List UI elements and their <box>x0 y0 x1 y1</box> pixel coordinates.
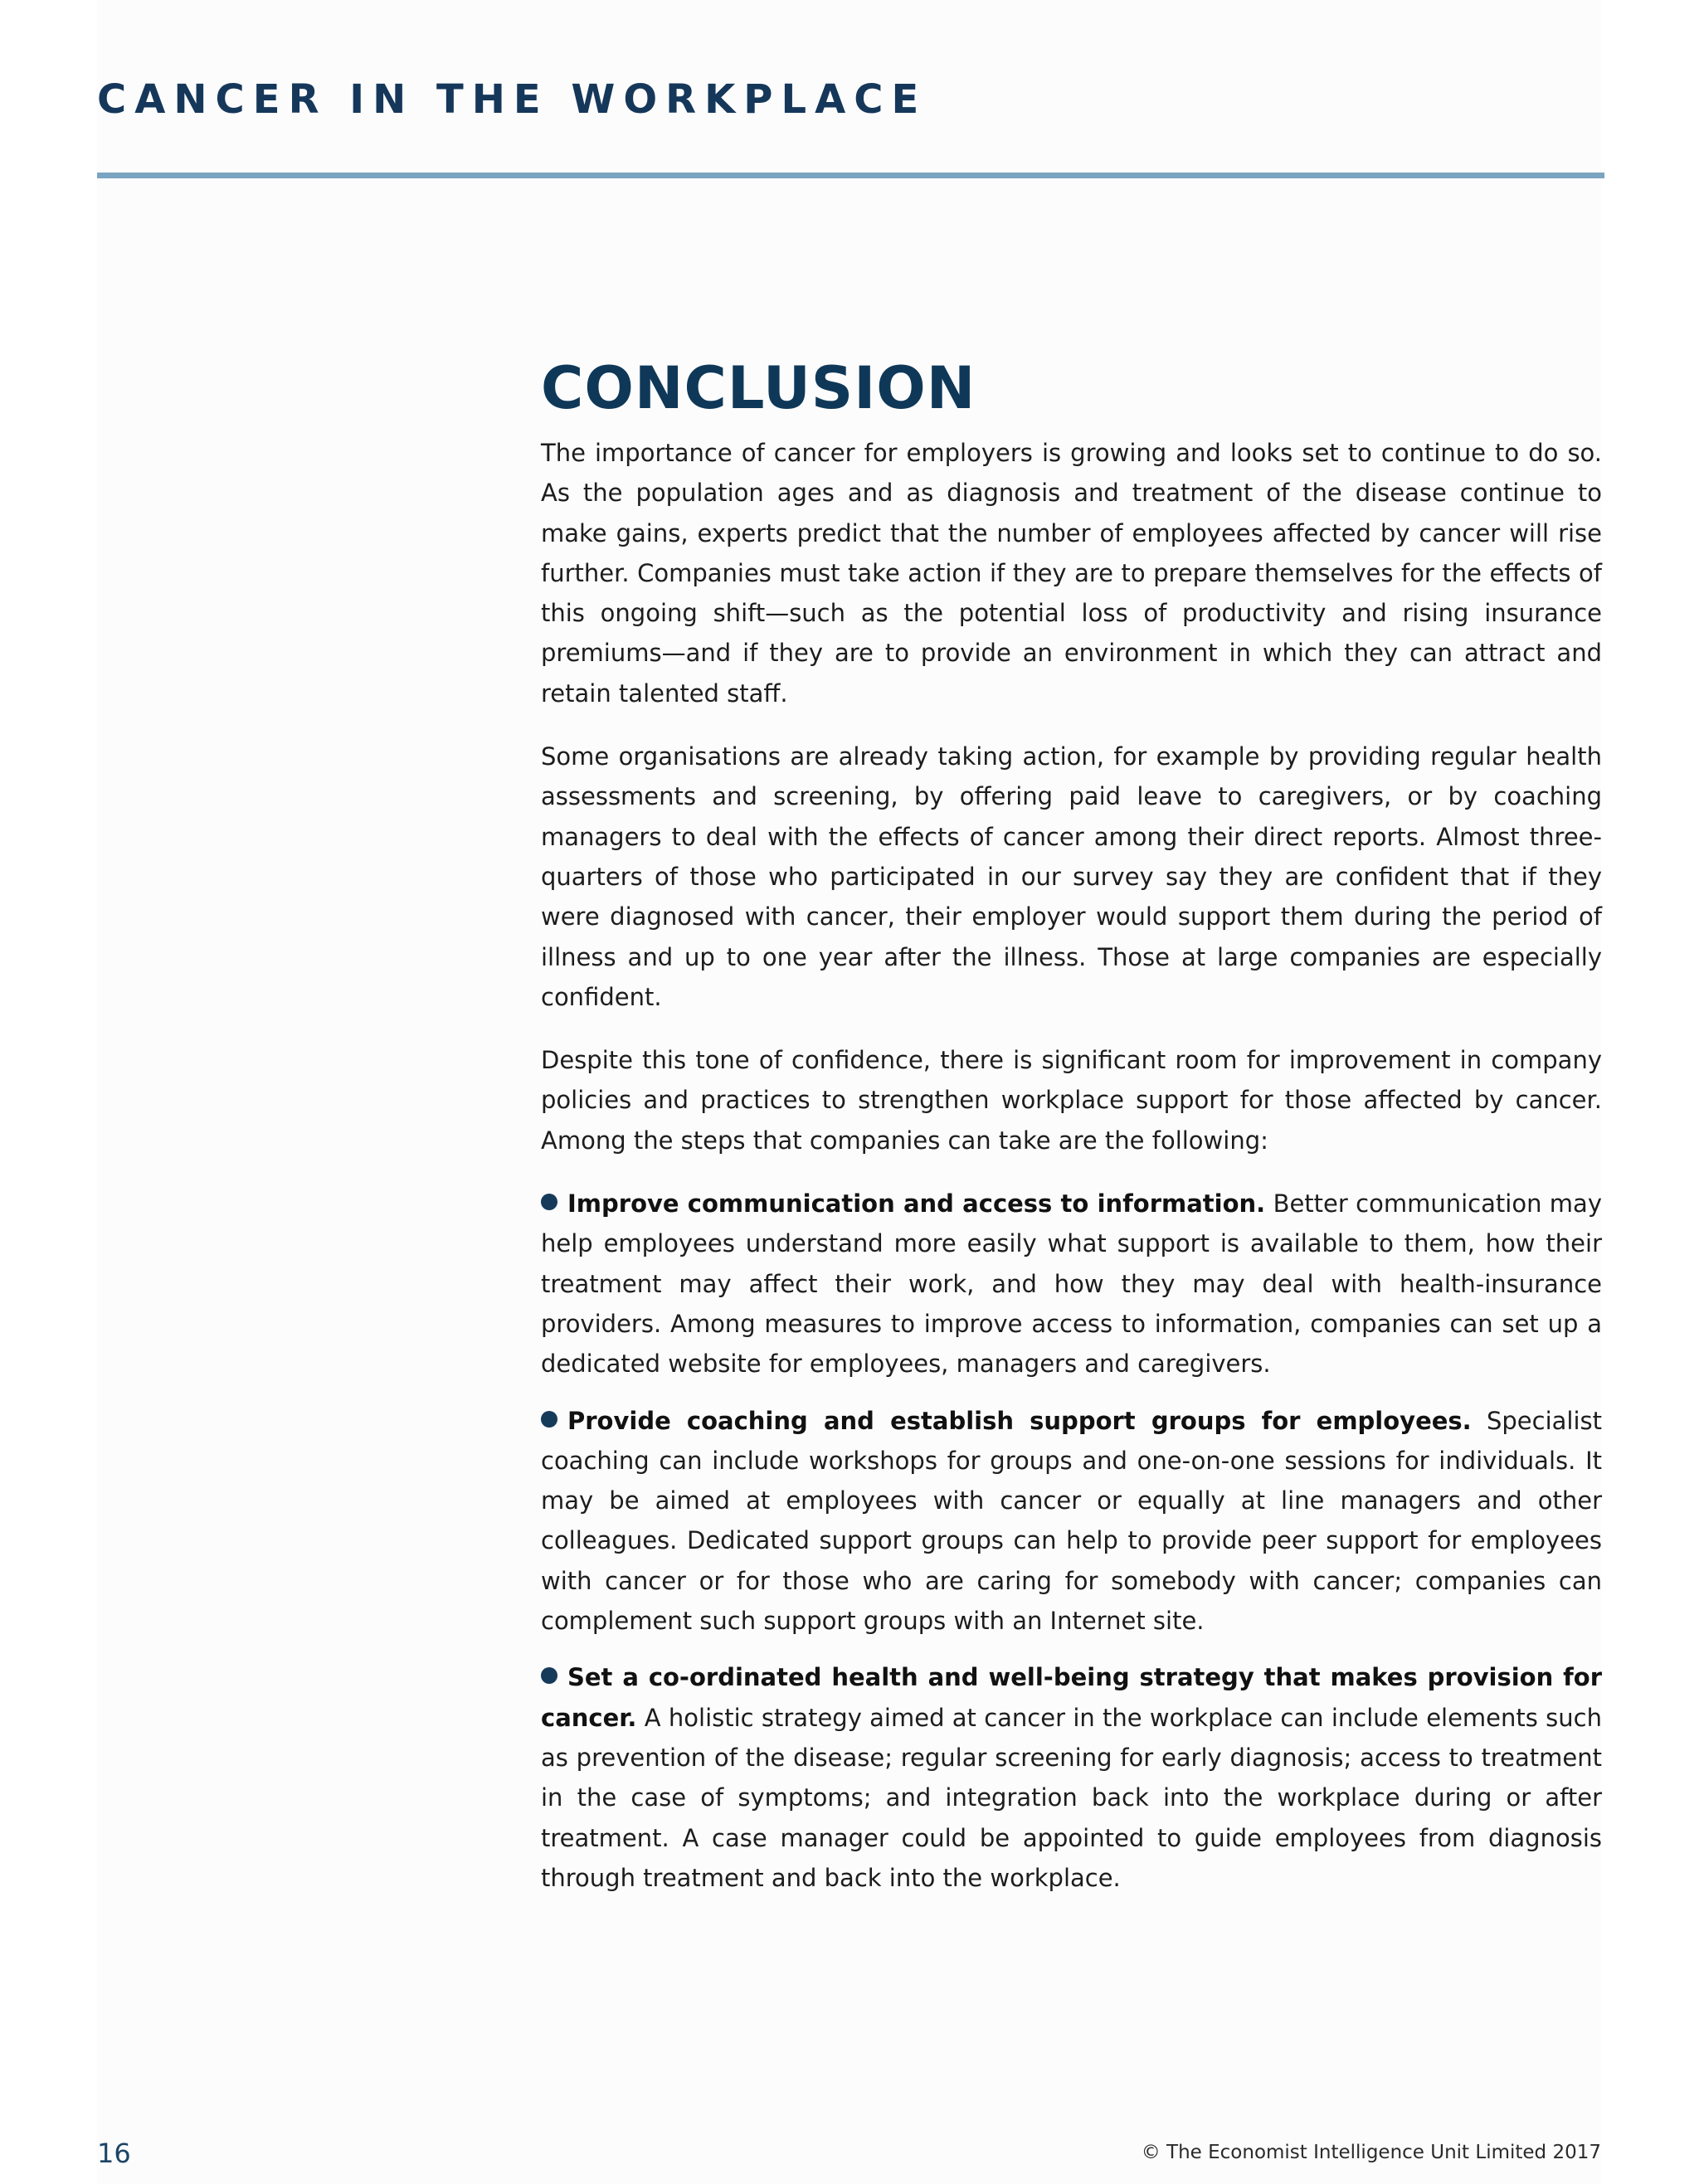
copyright-notice: © The Economist Intelligence Unit Limited 2017 <box>1141 2142 1601 2163</box>
page-number: 16 <box>97 2138 131 2169</box>
bullet-lead: Improve communication and access to information. <box>567 1189 1266 1218</box>
bullet-item-coaching <box>541 1401 1602 1642</box>
bullet-item-communication <box>541 1184 1602 1384</box>
bullet-text: Specialist coaching can include workshops for groups and one-on-one sessions for individuals. It may be aimed at employees with cancer or equally at line managers and other colleagues. Dedicated support groups can help to provide peer support for employees with cancer or for those who are caring for somebody with cancer; companies can complement such support groups with an Internet site. <box>541 1406 1602 1636</box>
bullet-lead: Provide coaching and establish support groups for employees. <box>567 1406 1472 1435</box>
paragraph-3: Despite this tone of confidence, there is significant room for improvement in company policies and practices to strengthen workplace support for those affected by cancer. Among the steps that companies can take are the following: <box>541 1046 1602 1155</box>
bullet-item-strategy <box>541 1657 1602 1898</box>
paragraph-2: Some organisations are already taking action, for example by providing regular health assessments and screening, by offering paid leave to caregivers, or by coaching managers to deal with the effects of cancer among their direct reports. Almost three-quarters of those who participated in our survey say they are confident that if they were diagnosed with cancer, their employer would support them during the period of illness and up to one year after the illness. Those at large companies are especially confident. <box>541 742 1602 1011</box>
paragraph-1: The importance of cancer for employers is growing and looks set to continue to do so. As the population ages and as diagnosis and treatment of the disease continue to make gains, experts predict that the number of employees affected by cancer will rise further. Companies must take action if they are to prepare themselves for the effects of this ongoing shift—such as the potential loss of productivity and rising insurance premiums—and if they are to provide an environment in which they can attract and retain talented staff. <box>541 439 1602 708</box>
bullet-dot-icon <box>541 1667 557 1684</box>
main-column <box>541 348 1602 1914</box>
bullet-dot-icon <box>541 1194 557 1210</box>
bullet-text: A holistic strategy aimed at cancer in the workplace can include elements such as prevention of the disease; regular screening for early diagnosis; access to treatment in the case of symptoms; and integration back into the workplace during or after treatment. A case manager could be appointed to guide employees from diagnosis through treatment and back into the workplace. <box>541 1703 1602 1892</box>
bullet-dot-icon <box>541 1411 557 1428</box>
header-rule <box>97 173 1604 178</box>
bullet-lead: Set a co-ordinated health and well-being strategy that makes provision for cancer. <box>541 1663 1602 1732</box>
section-title: CONCLUSION <box>541 354 976 422</box>
running-header: CANCER IN THE WORKPLACE <box>97 76 927 123</box>
bullet-text: Better communication may help employees understand more easily what support is available to them, how their treatment may affect their work, and how they may deal with health-insurance providers. Among measures to improve access to information, companies can set up a dedicated website for employees, managers and caregivers. <box>541 1189 1602 1379</box>
